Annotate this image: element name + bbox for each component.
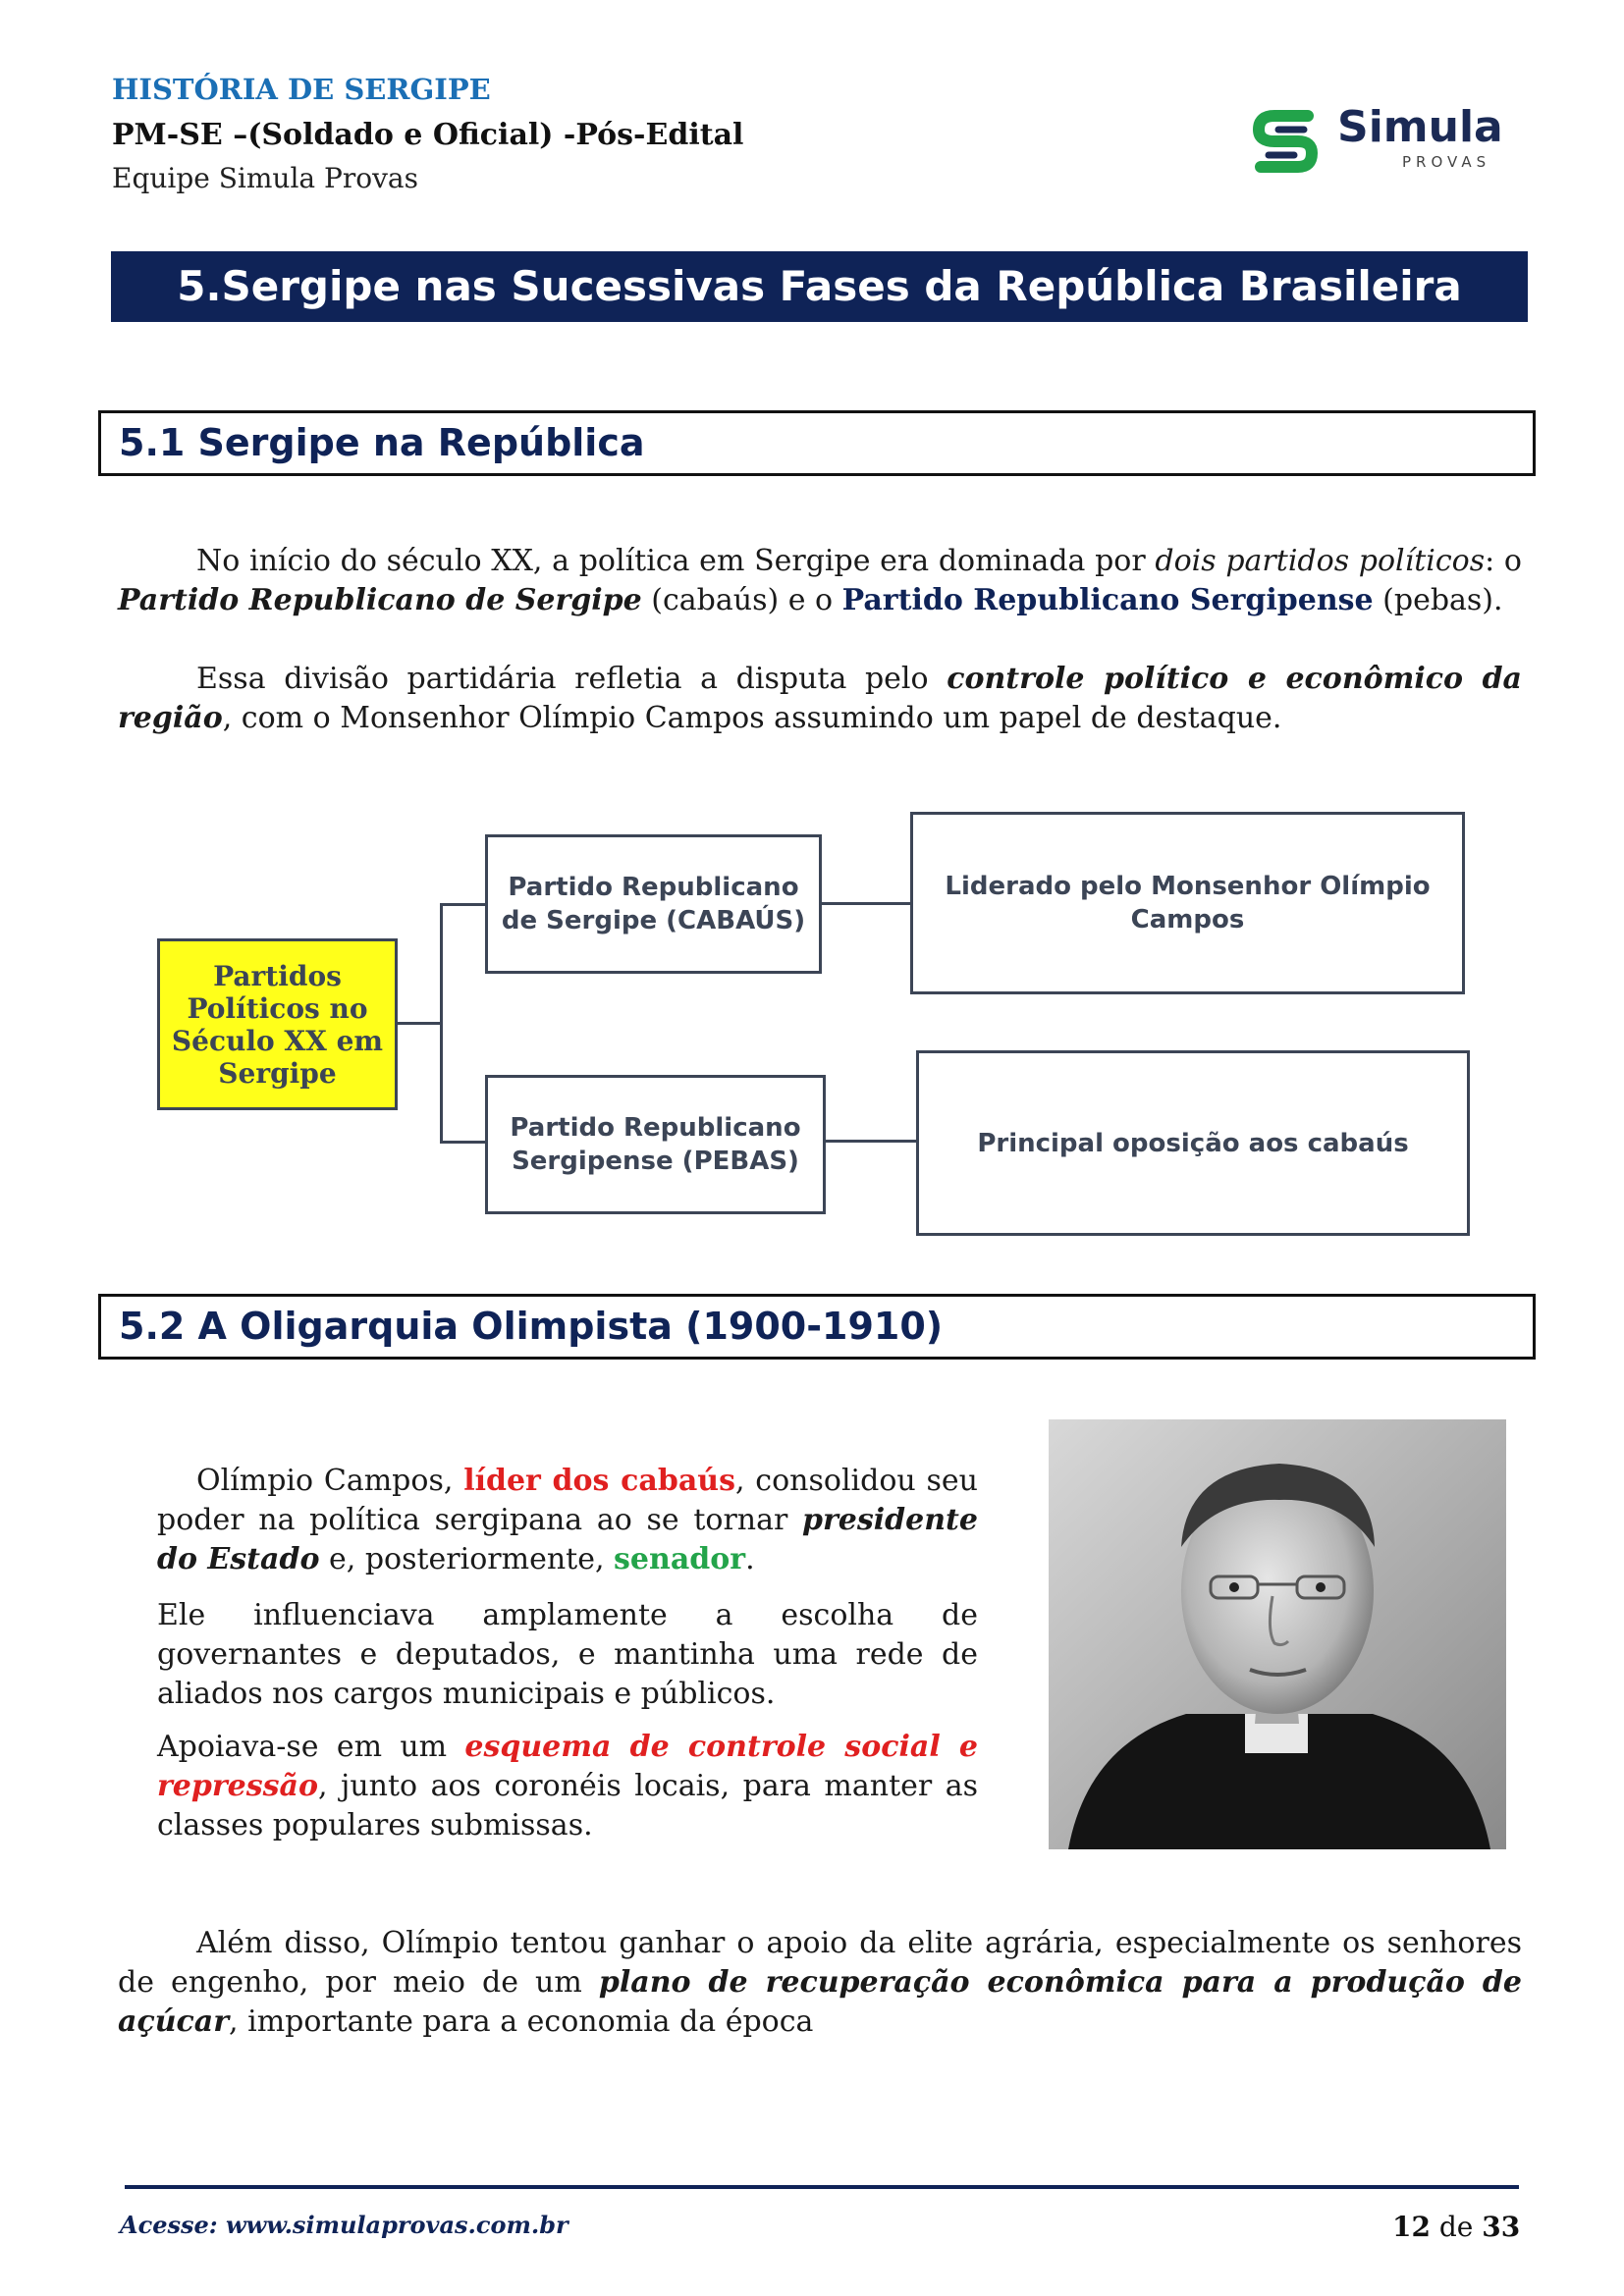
text-run: , consolidou seu poder na política sergipana ao se tornar <box>157 1464 978 1537</box>
section2-paragraph-1 <box>157 1462 978 1579</box>
text-run-bold-italic: controle político e econômico da região <box>118 662 1523 735</box>
text-run-bold-italic: plano de recuperação econômica para a produção de açúcar <box>118 1965 1522 2039</box>
diagram-pebas-detail: Principal oposição aos cabaús <box>916 1050 1470 1236</box>
page-separator: de <box>1438 2211 1474 2243</box>
section2-paragraph-4 <box>118 1924 1522 2042</box>
text-run-bold-italic: presidente do Estado <box>157 1503 978 1576</box>
text-run-bold-italic: Partido Republicano de Sergipe <box>118 583 642 617</box>
text-run: , junto aos coronéis locais, para manter as classes populares submissas. <box>157 1769 978 1842</box>
text-run-green: senador <box>614 1542 746 1576</box>
text-run: , com o Monsenhor Olímpio Campos assumindo um papel de destaque. <box>222 701 1282 735</box>
connector-line <box>398 1022 441 1025</box>
diagram-branch-cabaus: Partido Republicano de Sergipe (CABAÚS) <box>485 834 822 974</box>
connector-line <box>440 903 485 906</box>
text-run: , importante para a economia da época <box>229 2004 814 2039</box>
text-run-red: líder dos cabaús <box>463 1464 735 1498</box>
text-run: (cabaús) e o <box>641 583 842 617</box>
chapter-title: 5.Sergipe nas Sucessivas Fases da República Brasileira <box>111 251 1528 322</box>
connector-line <box>822 902 910 905</box>
header-subject: HISTÓRIA DE SERGIPE <box>112 73 491 106</box>
text-run: Apoiava-se em um <box>157 1730 465 1764</box>
connector-line <box>826 1140 916 1143</box>
olimpio-campos-portrait <box>1049 1419 1506 1849</box>
page-number <box>1392 2211 1520 2243</box>
section2-paragraph-3 <box>157 1728 978 1845</box>
logo-name: Simula <box>1337 102 1503 152</box>
text-run: e, posteriormente, <box>319 1542 615 1576</box>
simula-s-logo-icon <box>1247 102 1326 181</box>
header-exam-title: PM-SE –(Soldado e Oficial) -Pós-Edital <box>112 118 744 152</box>
logo-subtitle: PROVAS <box>1402 153 1491 171</box>
page-total: 33 <box>1482 2211 1521 2243</box>
text-run: (pebas). <box>1373 583 1503 617</box>
text-run-navy: Partido Republicano Sergipense <box>841 583 1374 617</box>
text-run: Além disso, Olímpio tentou ganhar o apoio da elite agrária, especialmente os senhores de engenho, por meio de um <box>118 1926 1522 2000</box>
text-run: . <box>745 1542 755 1576</box>
simula-provas-logo <box>1247 98 1502 187</box>
footer-website-link[interactable]: Acesse: www.simulaprovas.com.br <box>120 2211 568 2239</box>
diagram-cabaus-detail: Liderado pelo Monsenhor Olímpio Campos <box>910 812 1465 994</box>
text-run: : o <box>1485 544 1522 578</box>
text-run: No início do século XX, a política em Sergipe era dominada por <box>196 544 1156 578</box>
section2-paragraph-2: Ele influenciava amplamente a escolha de governantes e deputados, e mantinha uma rede de aliados nos cargos municipais e públicos. <box>157 1598 978 1711</box>
text-run: Essa divisão partidária refletia a disputa pelo <box>196 662 947 696</box>
footer-rule <box>125 2185 1519 2189</box>
section1-paragraph-2 <box>118 660 1522 738</box>
text-run: Olímpio Campos, <box>196 1464 464 1498</box>
section-heading-5-2: 5.2 A Oligarquia Olimpista (1900-1910) <box>98 1294 1536 1360</box>
diagram-root-box: Partidos Políticos no Século XX em Sergipe <box>157 938 398 1110</box>
connector-line <box>440 1141 485 1144</box>
connector-line <box>440 903 443 1143</box>
page-current: 12 <box>1392 2211 1431 2243</box>
section1-paragraph-1 <box>118 542 1522 620</box>
text-run-red-italic: esquema de controle social e repressão <box>157 1730 978 1803</box>
header-team: Equipe Simula Provas <box>112 162 418 194</box>
text-run-italic: dois partidos políticos <box>1155 544 1486 578</box>
section-heading-5-1: 5.1 Sergipe na República <box>98 410 1536 476</box>
diagram-branch-pebas: Partido Republicano Sergipense (PEBAS) <box>485 1075 826 1214</box>
